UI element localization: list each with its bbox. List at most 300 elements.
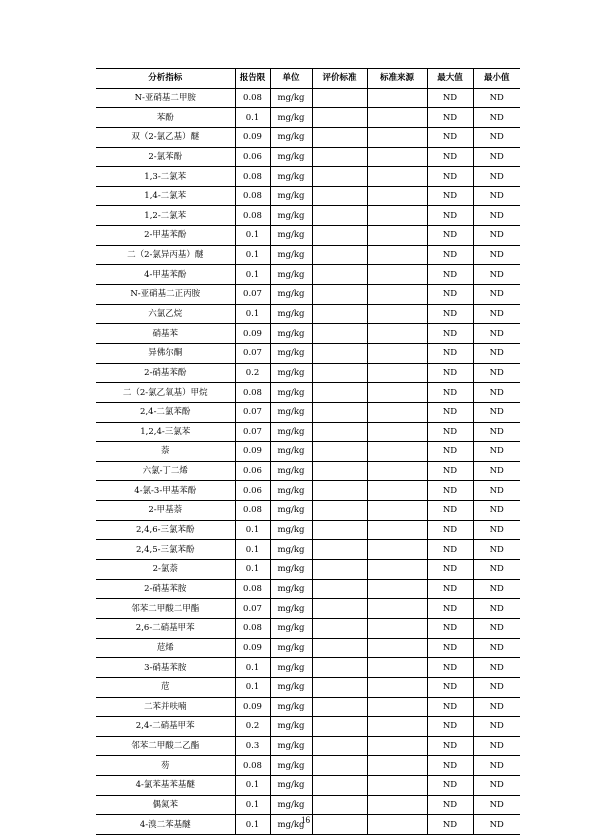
cell-standard-source — [367, 481, 427, 501]
table-row — [96, 206, 520, 226]
cell-unit: mg/kg — [270, 226, 312, 246]
cell-unit: mg/kg — [270, 717, 312, 737]
table-row — [96, 383, 520, 403]
cell-max-value: ND — [427, 88, 473, 108]
cell-analyte: 3-硝基苯胺 — [96, 658, 235, 678]
cell-report-limit: 0.1 — [235, 520, 270, 540]
cell-max-value: ND — [427, 756, 473, 776]
cell-analyte: 2-氯苯酚 — [96, 147, 235, 167]
cell-max-value: ND — [427, 579, 473, 599]
cell-evaluation-standard — [312, 265, 367, 285]
cell-unit: mg/kg — [270, 167, 312, 187]
cell-unit: mg/kg — [270, 108, 312, 128]
cell-evaluation-standard — [312, 285, 367, 305]
cell-evaluation-standard — [312, 520, 367, 540]
cell-max-value: ND — [427, 167, 473, 187]
cell-analyte: 4-甲基苯酚 — [96, 265, 235, 285]
cell-report-limit: 0.1 — [235, 245, 270, 265]
cell-standard-source — [367, 343, 427, 363]
cell-unit: mg/kg — [270, 618, 312, 638]
cell-analyte: 2,4,5-三氯苯酚 — [96, 540, 235, 560]
cell-analyte: 2-甲基苯酚 — [96, 226, 235, 246]
cell-standard-source — [367, 206, 427, 226]
cell-analyte: 萘 — [96, 442, 235, 462]
cell-analyte: 双（2-氯乙基）醚 — [96, 127, 235, 147]
cell-max-value: ND — [427, 501, 473, 521]
table-row — [96, 265, 520, 285]
cell-max-value: ND — [427, 324, 473, 344]
cell-evaluation-standard — [312, 422, 367, 442]
cell-max-value: ND — [427, 677, 473, 697]
page-number: 16 — [301, 815, 310, 825]
table-row — [96, 520, 520, 540]
cell-evaluation-standard — [312, 363, 367, 383]
cell-standard-source — [367, 501, 427, 521]
cell-report-limit: 0.1 — [235, 677, 270, 697]
cell-max-value: ND — [427, 520, 473, 540]
cell-max-value: ND — [427, 226, 473, 246]
cell-min-value: ND — [473, 461, 520, 481]
cell-standard-source — [367, 167, 427, 187]
cell-standard-source — [367, 402, 427, 422]
cell-report-limit: 0.1 — [235, 108, 270, 128]
cell-max-value: ND — [427, 442, 473, 462]
cell-analyte: 2-甲基萘 — [96, 501, 235, 521]
cell-report-limit: 0.06 — [235, 481, 270, 501]
cell-standard-source — [367, 285, 427, 305]
cell-min-value: ND — [473, 422, 520, 442]
cell-analyte: 六氯-丁二烯 — [96, 461, 235, 481]
cell-max-value: ND — [427, 245, 473, 265]
cell-max-value: ND — [427, 717, 473, 737]
cell-unit: mg/kg — [270, 343, 312, 363]
cell-standard-source — [367, 560, 427, 580]
header-max-value: 最大值 — [427, 69, 473, 89]
cell-report-limit: 0.08 — [235, 167, 270, 187]
cell-max-value: ND — [427, 560, 473, 580]
cell-min-value: ND — [473, 343, 520, 363]
cell-analyte: 二（2-氯异丙基）醚 — [96, 245, 235, 265]
cell-max-value: ND — [427, 383, 473, 403]
cell-min-value: ND — [473, 540, 520, 560]
cell-unit: mg/kg — [270, 88, 312, 108]
cell-unit: mg/kg — [270, 599, 312, 619]
header-standard-source: 标准来源 — [367, 69, 427, 89]
cell-standard-source — [367, 520, 427, 540]
cell-unit: mg/kg — [270, 795, 312, 815]
cell-min-value: ND — [473, 186, 520, 206]
table-row — [96, 736, 520, 756]
cell-max-value: ND — [427, 304, 473, 324]
cell-evaluation-standard — [312, 540, 367, 560]
cell-evaluation-standard — [312, 579, 367, 599]
cell-max-value: ND — [427, 618, 473, 638]
cell-unit: mg/kg — [270, 677, 312, 697]
cell-report-limit: 0.1 — [235, 560, 270, 580]
cell-evaluation-standard — [312, 618, 367, 638]
cell-standard-source — [367, 756, 427, 776]
table-row — [96, 108, 520, 128]
cell-analyte: N-亚硝基二甲胺 — [96, 88, 235, 108]
cell-analyte: 二（2-氯乙氧基）甲烷 — [96, 383, 235, 403]
cell-evaluation-standard — [312, 324, 367, 344]
cell-report-limit: 0.07 — [235, 343, 270, 363]
table-row — [96, 442, 520, 462]
cell-analyte: 1,4-二氯苯 — [96, 186, 235, 206]
cell-report-limit: 0.2 — [235, 717, 270, 737]
cell-standard-source — [367, 422, 427, 442]
cell-analyte: 1,3-二氯苯 — [96, 167, 235, 187]
cell-unit: mg/kg — [270, 658, 312, 678]
cell-evaluation-standard — [312, 658, 367, 678]
table-row — [96, 677, 520, 697]
table-row — [96, 186, 520, 206]
cell-standard-source — [367, 658, 427, 678]
cell-evaluation-standard — [312, 697, 367, 717]
cell-min-value: ND — [473, 776, 520, 796]
cell-max-value: ND — [427, 206, 473, 226]
cell-standard-source — [367, 736, 427, 756]
cell-standard-source — [367, 599, 427, 619]
cell-standard-source — [367, 579, 427, 599]
cell-report-limit: 0.09 — [235, 638, 270, 658]
cell-report-limit: 0.07 — [235, 402, 270, 422]
cell-min-value: ND — [473, 167, 520, 187]
cell-max-value: ND — [427, 540, 473, 560]
cell-unit: mg/kg — [270, 285, 312, 305]
cell-standard-source — [367, 127, 427, 147]
table-row — [96, 599, 520, 619]
cell-report-limit: 0.08 — [235, 206, 270, 226]
cell-analyte: 芴 — [96, 756, 235, 776]
cell-unit: mg/kg — [270, 127, 312, 147]
cell-analyte: 2-硝基苯酚 — [96, 363, 235, 383]
cell-report-limit: 0.07 — [235, 599, 270, 619]
cell-min-value: ND — [473, 481, 520, 501]
table-row — [96, 461, 520, 481]
cell-evaluation-standard — [312, 206, 367, 226]
cell-max-value: ND — [427, 108, 473, 128]
cell-min-value: ND — [473, 501, 520, 521]
cell-report-limit: 0.08 — [235, 501, 270, 521]
cell-report-limit: 0.08 — [235, 383, 270, 403]
cell-unit: mg/kg — [270, 442, 312, 462]
cell-analyte: 2,6-二硝基甲苯 — [96, 618, 235, 638]
cell-max-value: ND — [427, 795, 473, 815]
cell-max-value: ND — [427, 736, 473, 756]
table-row — [96, 697, 520, 717]
cell-analyte: 二苯并呋喃 — [96, 697, 235, 717]
cell-analyte: 苯酚 — [96, 108, 235, 128]
cell-evaluation-standard — [312, 245, 367, 265]
table-row — [96, 147, 520, 167]
cell-report-limit: 0.08 — [235, 186, 270, 206]
table-row — [96, 127, 520, 147]
table-row — [96, 756, 520, 776]
cell-evaluation-standard — [312, 736, 367, 756]
cell-analyte: 1,2,4-三氯苯 — [96, 422, 235, 442]
cell-evaluation-standard — [312, 481, 367, 501]
table-row — [96, 540, 520, 560]
cell-analyte: N-亚硝基二正丙胺 — [96, 285, 235, 305]
table-header-row — [96, 69, 520, 89]
cell-standard-source — [367, 265, 427, 285]
cell-standard-source — [367, 383, 427, 403]
cell-standard-source — [367, 226, 427, 246]
cell-analyte: 4-溴二苯基醚 — [96, 815, 235, 835]
cell-min-value: ND — [473, 127, 520, 147]
cell-min-value: ND — [473, 677, 520, 697]
header-min-value: 最小值 — [473, 69, 520, 89]
analysis-results-table — [96, 68, 520, 835]
cell-unit: mg/kg — [270, 402, 312, 422]
cell-evaluation-standard — [312, 186, 367, 206]
cell-evaluation-standard — [312, 776, 367, 796]
cell-analyte: 邻苯二甲酸二甲酯 — [96, 599, 235, 619]
table-row — [96, 88, 520, 108]
cell-unit: mg/kg — [270, 206, 312, 226]
cell-min-value: ND — [473, 206, 520, 226]
table-row — [96, 167, 520, 187]
cell-unit: mg/kg — [270, 147, 312, 167]
cell-report-limit: 0.1 — [235, 265, 270, 285]
cell-standard-source — [367, 776, 427, 796]
table-row — [96, 618, 520, 638]
cell-report-limit: 0.08 — [235, 756, 270, 776]
cell-evaluation-standard — [312, 638, 367, 658]
cell-unit: mg/kg — [270, 756, 312, 776]
cell-report-limit: 0.1 — [235, 776, 270, 796]
cell-standard-source — [367, 442, 427, 462]
cell-unit: mg/kg — [270, 481, 312, 501]
cell-report-limit: 0.1 — [235, 304, 270, 324]
cell-max-value: ND — [427, 363, 473, 383]
cell-analyte: 2-氯萘 — [96, 560, 235, 580]
cell-report-limit: 0.06 — [235, 461, 270, 481]
cell-analyte: 2,4-二硝基甲苯 — [96, 717, 235, 737]
cell-max-value: ND — [427, 697, 473, 717]
cell-evaluation-standard — [312, 501, 367, 521]
cell-max-value: ND — [427, 186, 473, 206]
cell-min-value: ND — [473, 717, 520, 737]
cell-min-value: ND — [473, 599, 520, 619]
cell-report-limit: 0.09 — [235, 442, 270, 462]
cell-max-value: ND — [427, 481, 473, 501]
cell-max-value: ND — [427, 815, 473, 835]
cell-standard-source — [367, 461, 427, 481]
cell-evaluation-standard — [312, 343, 367, 363]
cell-min-value: ND — [473, 245, 520, 265]
cell-evaluation-standard — [312, 147, 367, 167]
cell-max-value: ND — [427, 285, 473, 305]
cell-min-value: ND — [473, 304, 520, 324]
cell-min-value: ND — [473, 88, 520, 108]
table-row — [96, 226, 520, 246]
cell-report-limit: 0.08 — [235, 618, 270, 638]
cell-min-value: ND — [473, 147, 520, 167]
cell-standard-source — [367, 540, 427, 560]
cell-report-limit: 0.1 — [235, 815, 270, 835]
cell-evaluation-standard — [312, 88, 367, 108]
cell-min-value: ND — [473, 363, 520, 383]
cell-min-value: ND — [473, 108, 520, 128]
table-row — [96, 579, 520, 599]
header-evaluation-standard: 评价标准 — [312, 69, 367, 89]
cell-report-limit: 0.08 — [235, 579, 270, 599]
cell-report-limit: 0.1 — [235, 540, 270, 560]
cell-report-limit: 0.2 — [235, 363, 270, 383]
table-row — [96, 245, 520, 265]
cell-min-value: ND — [473, 579, 520, 599]
cell-max-value: ND — [427, 127, 473, 147]
cell-unit: mg/kg — [270, 560, 312, 580]
cell-max-value: ND — [427, 147, 473, 167]
cell-max-value: ND — [427, 638, 473, 658]
cell-standard-source — [367, 108, 427, 128]
cell-standard-source — [367, 638, 427, 658]
cell-min-value: ND — [473, 658, 520, 678]
cell-min-value: ND — [473, 383, 520, 403]
cell-unit: mg/kg — [270, 736, 312, 756]
cell-min-value: ND — [473, 520, 520, 540]
cell-evaluation-standard — [312, 108, 367, 128]
cell-min-value: ND — [473, 265, 520, 285]
cell-evaluation-standard — [312, 717, 367, 737]
cell-unit: mg/kg — [270, 579, 312, 599]
cell-analyte: 苊烯 — [96, 638, 235, 658]
cell-max-value: ND — [427, 402, 473, 422]
cell-evaluation-standard — [312, 560, 367, 580]
table-row — [96, 422, 520, 442]
cell-standard-source — [367, 795, 427, 815]
cell-analyte: 2-硝基苯胺 — [96, 579, 235, 599]
cell-evaluation-standard — [312, 795, 367, 815]
table-row — [96, 343, 520, 363]
cell-analyte: 异佛尔酮 — [96, 343, 235, 363]
cell-standard-source — [367, 245, 427, 265]
table-row — [96, 304, 520, 324]
cell-min-value: ND — [473, 618, 520, 638]
cell-evaluation-standard — [312, 402, 367, 422]
cell-standard-source — [367, 618, 427, 638]
cell-standard-source — [367, 88, 427, 108]
table-row — [96, 638, 520, 658]
cell-min-value: ND — [473, 795, 520, 815]
cell-evaluation-standard — [312, 599, 367, 619]
table-row — [96, 795, 520, 815]
table-row — [96, 501, 520, 521]
cell-unit: mg/kg — [270, 363, 312, 383]
cell-analyte: 偶氮苯 — [96, 795, 235, 815]
cell-max-value: ND — [427, 658, 473, 678]
cell-report-limit: 0.1 — [235, 658, 270, 678]
cell-unit: mg/kg — [270, 383, 312, 403]
cell-report-limit: 0.1 — [235, 795, 270, 815]
cell-report-limit: 0.07 — [235, 422, 270, 442]
cell-standard-source — [367, 147, 427, 167]
cell-evaluation-standard — [312, 304, 367, 324]
table-row — [96, 658, 520, 678]
cell-min-value: ND — [473, 402, 520, 422]
cell-min-value: ND — [473, 442, 520, 462]
cell-standard-source — [367, 717, 427, 737]
cell-unit: mg/kg — [270, 815, 312, 835]
cell-evaluation-standard — [312, 167, 367, 187]
cell-analyte: 1,2-二氯苯 — [96, 206, 235, 226]
cell-min-value: ND — [473, 226, 520, 246]
header-report-limit: 报告限 — [235, 69, 270, 89]
cell-min-value: ND — [473, 638, 520, 658]
cell-max-value: ND — [427, 461, 473, 481]
cell-unit: mg/kg — [270, 776, 312, 796]
cell-analyte: 六氯乙烷 — [96, 304, 235, 324]
cell-min-value: ND — [473, 285, 520, 305]
cell-unit: mg/kg — [270, 186, 312, 206]
cell-analyte: 4-氯-3-甲基苯酚 — [96, 481, 235, 501]
cell-analyte: 苊 — [96, 677, 235, 697]
cell-min-value: ND — [473, 324, 520, 344]
cell-unit: mg/kg — [270, 638, 312, 658]
table-row — [96, 560, 520, 580]
cell-unit: mg/kg — [270, 501, 312, 521]
table-row — [96, 324, 520, 344]
cell-unit: mg/kg — [270, 461, 312, 481]
table-row — [96, 776, 520, 796]
cell-report-limit: 0.09 — [235, 697, 270, 717]
cell-standard-source — [367, 697, 427, 717]
cell-analyte: 硝基苯 — [96, 324, 235, 344]
cell-evaluation-standard — [312, 677, 367, 697]
cell-report-limit: 0.1 — [235, 226, 270, 246]
cell-max-value: ND — [427, 265, 473, 285]
cell-unit: mg/kg — [270, 245, 312, 265]
cell-report-limit: 0.09 — [235, 127, 270, 147]
cell-min-value: ND — [473, 756, 520, 776]
cell-max-value: ND — [427, 776, 473, 796]
cell-analyte: 2,4-二氯苯酚 — [96, 402, 235, 422]
cell-report-limit: 0.3 — [235, 736, 270, 756]
cell-evaluation-standard — [312, 127, 367, 147]
cell-min-value: ND — [473, 560, 520, 580]
cell-standard-source — [367, 363, 427, 383]
cell-evaluation-standard — [312, 756, 367, 776]
cell-report-limit: 0.07 — [235, 285, 270, 305]
cell-unit: mg/kg — [270, 697, 312, 717]
cell-analyte: 邻苯二甲酸二乙酯 — [96, 736, 235, 756]
cell-unit: mg/kg — [270, 304, 312, 324]
cell-evaluation-standard — [312, 461, 367, 481]
cell-evaluation-standard — [312, 383, 367, 403]
cell-unit: mg/kg — [270, 324, 312, 344]
table-row — [96, 717, 520, 737]
cell-max-value: ND — [427, 599, 473, 619]
cell-standard-source — [367, 677, 427, 697]
cell-min-value: ND — [473, 736, 520, 756]
cell-max-value: ND — [427, 343, 473, 363]
cell-report-limit: 0.08 — [235, 88, 270, 108]
header-unit: 单位 — [270, 69, 312, 89]
cell-min-value: ND — [473, 697, 520, 717]
cell-unit: mg/kg — [270, 540, 312, 560]
cell-analyte: 4-氯苯基苯基醚 — [96, 776, 235, 796]
cell-unit: mg/kg — [270, 520, 312, 540]
cell-report-limit: 0.06 — [235, 147, 270, 167]
cell-evaluation-standard — [312, 226, 367, 246]
header-analyte: 分析指标 — [96, 69, 235, 89]
cell-standard-source — [367, 304, 427, 324]
cell-unit: mg/kg — [270, 265, 312, 285]
table-row — [96, 363, 520, 383]
